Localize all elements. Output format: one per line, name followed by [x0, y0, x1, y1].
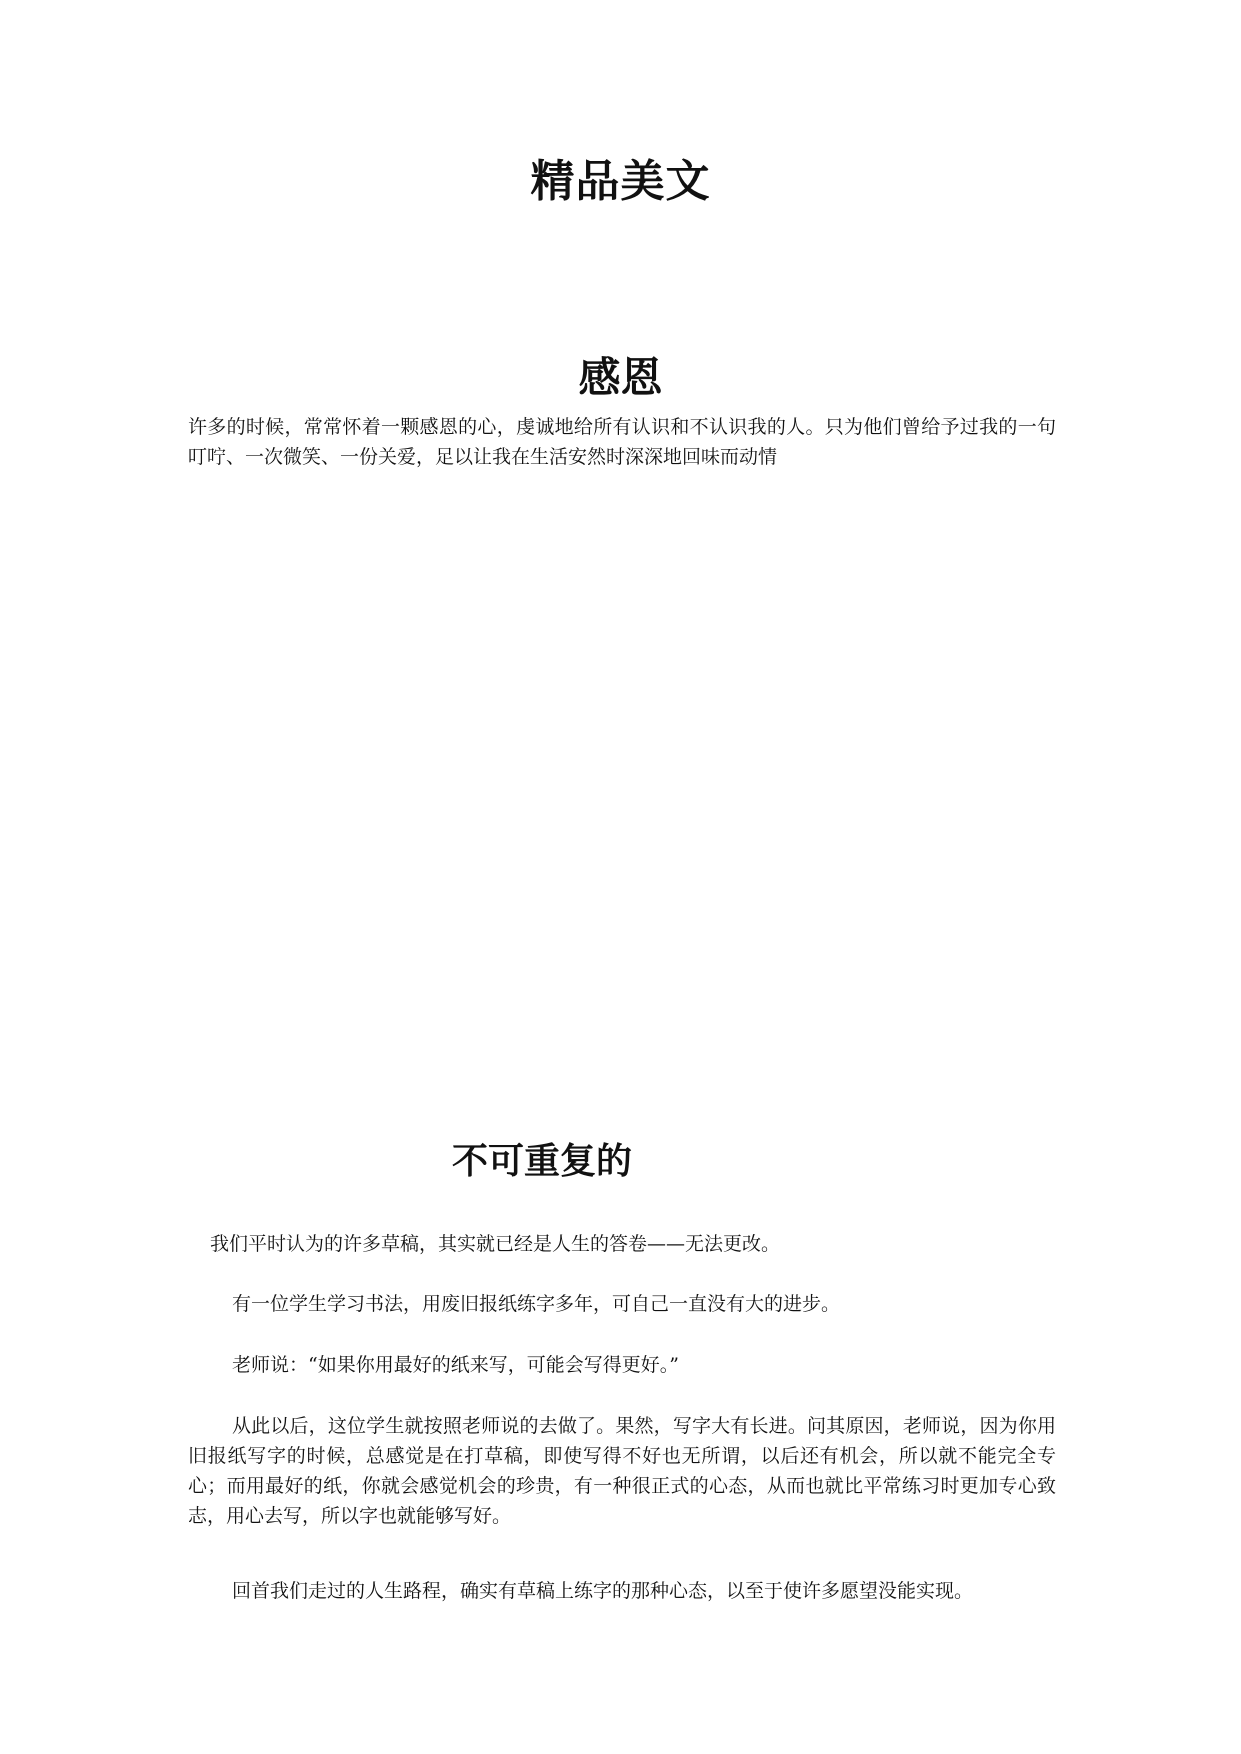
- paragraph-explanation: 从此以后，这位学生就按照老师说的去做了。果然，写字大有长进。问其原因，老师说，因为你用旧报纸写字的时候，总感觉是在打草稿，即使写得不好也无所谓，以后还有机会，所以就不能完全专心；而用最好的纸，你就会感觉机会的珍贵，有一种很正式的心态，从而也就比平常练习时更加专心致志，用心去写，所以字也就能够写好。: [188, 1415, 1056, 1527]
- section-heading-bukechongfu: 不可重复的: [452, 1141, 633, 1182]
- page-title: 精品美文: [530, 156, 711, 207]
- paragraph-calligraphy-student: 有一位学生学习书法，用废旧报纸练字多年，可自己一直没有大的进步。: [232, 1293, 841, 1315]
- paragraph-reflection: 回首我们走过的人生路程，确实有草稿上练字的那种心态，以至于使许多愿望没能实现。: [232, 1580, 974, 1602]
- paragraph-teacher-advice: 老师说：“如果你用最好的纸来写，可能会写得更好。”: [232, 1354, 679, 1376]
- paragraph-ganen-intro: 许多的时候，常常怀着一颗感恩的心，虔诚地给所有认识和不认识我的人。只为他们曾给予过我的一句叮咛、一次微笑、一份关爱，足以让我在生活安然时深深地回味而动情: [188, 416, 1056, 468]
- section-heading-ganen: 感恩: [578, 353, 663, 402]
- paragraph-draft-answer: 我们平时认为的许多草稿，其实就已经是人生的答卷——无法更改。: [210, 1233, 781, 1255]
